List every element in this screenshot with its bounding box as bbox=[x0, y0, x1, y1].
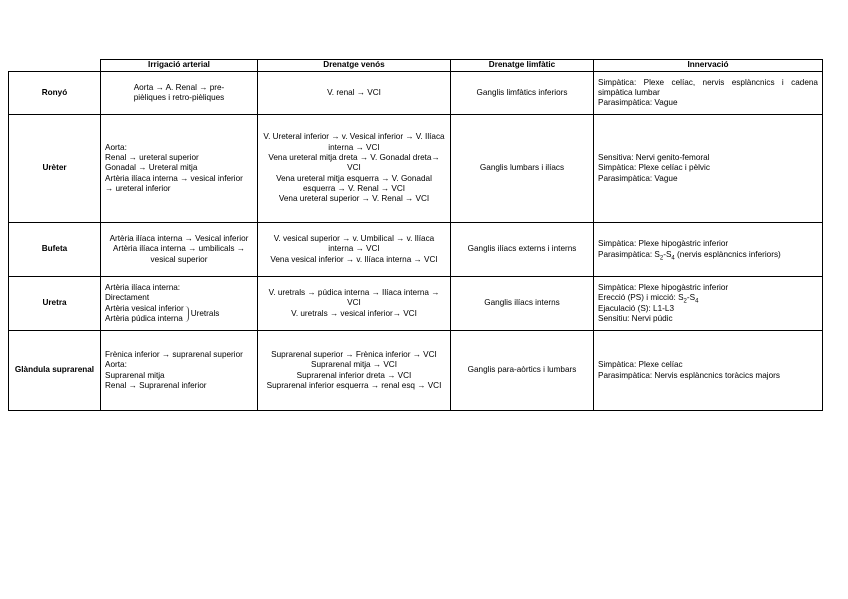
table-row-urethra bbox=[9, 277, 823, 331]
cell-arterial bbox=[101, 115, 258, 223]
cell-line: Directament bbox=[105, 293, 150, 303]
cell-line: Vena vesical inferior → v. Ilíaca interna → VCI bbox=[270, 254, 438, 264]
cell-line: V. uretrals → vesical inferior→ VCI bbox=[291, 308, 417, 318]
cell-arterial bbox=[101, 72, 258, 115]
cell-line: Vena ureteral mitja esquerra → V. Gonadal esquerra → V. Renal → VCI bbox=[276, 173, 432, 193]
cell-venous bbox=[258, 115, 451, 223]
table-row-bladder bbox=[9, 223, 823, 277]
anatomy-table bbox=[8, 59, 823, 411]
cell-arterial bbox=[101, 223, 258, 277]
cell-line: Suprarenal mitja → VCI bbox=[310, 360, 397, 370]
table-row-ureter bbox=[9, 115, 823, 223]
cell-line: V. vesical superior → v. Umbilical → v. Ilíaca interna → VCI bbox=[273, 234, 435, 254]
cell-line: Simpàtica: Plexe hipogàstric inferior bbox=[598, 239, 729, 249]
row-label: Uretra bbox=[9, 277, 101, 331]
cell-line: Simpàtica: Plexe celíac, nervis esplàncnics i cadena simpàtica lumbar bbox=[598, 77, 818, 97]
cell-line: Ganglis para-aòrtics i lumbars bbox=[467, 365, 577, 375]
cell-line: Frènica inferior → suprarenal superior bbox=[105, 349, 243, 359]
row-label: Ronyó bbox=[9, 72, 101, 115]
cell-arterial bbox=[101, 331, 258, 411]
cell-line: Simpàtica: Plexe celíac bbox=[598, 360, 683, 370]
table-row-kidney bbox=[9, 72, 823, 115]
cell-lymph bbox=[451, 331, 594, 411]
cell-arterial bbox=[101, 277, 258, 331]
para-prefix: Parasimpàtica: S bbox=[598, 249, 660, 259]
cell-line: V. uretrals → púdica interna → Ilíaca interna → VCI bbox=[268, 288, 440, 308]
cell-line: Suprarenal inferior esquerra → renal esq → VCI bbox=[266, 380, 442, 390]
cell-line: Parasimpàtica: Nervis esplàncnics toràcics majors bbox=[598, 370, 781, 380]
dash: -S bbox=[686, 293, 696, 303]
cell-line: Ganglis ilíacs externs i interns bbox=[467, 244, 577, 254]
cell-line: Sensitiu: Nervi púdic bbox=[598, 313, 673, 323]
row-label: Urèter bbox=[9, 115, 101, 223]
subscript: 4 bbox=[695, 298, 699, 305]
line2-prefix: Erecció (PS) i micció: S bbox=[598, 293, 684, 303]
cell-nerve bbox=[594, 277, 823, 331]
cell-line: Vena ureteral mitja dreta → V. Gonadal dreta→ VCI bbox=[268, 153, 440, 173]
brace-icon bbox=[185, 306, 189, 322]
cell-line: Ganglis lumbars i ilíacs bbox=[479, 163, 565, 173]
cell-line: Aorta → A. Renal → pre- bbox=[133, 82, 225, 92]
cell-line: Simpàtica: Plexe celíac i pèlvic bbox=[598, 163, 710, 173]
cell-line: Artèria ilíaca interna → vesical inferior → ureteral inferior bbox=[105, 173, 243, 193]
table-row-adrenal bbox=[9, 331, 823, 411]
subscript: 4 bbox=[671, 255, 675, 262]
cell-line: Suprarenal mitja bbox=[105, 370, 165, 380]
cell-line: Aorta: bbox=[105, 142, 127, 152]
cell-line: Artèria ilíaca interna → Vesical inferior bbox=[109, 234, 249, 244]
cell-venous bbox=[258, 331, 451, 411]
header-nerve: Innervació bbox=[594, 60, 823, 72]
header-row bbox=[9, 60, 823, 72]
header-lymph: Drenatge limfàtic bbox=[451, 60, 594, 72]
subscript: 2 bbox=[659, 255, 664, 262]
header-arterial: Irrigació arterial bbox=[101, 60, 258, 72]
cell-nerve bbox=[594, 223, 823, 277]
cell-lymph bbox=[451, 115, 594, 223]
cell-line: V. renal → VCI bbox=[327, 87, 381, 97]
cell-line: Artèria ilíaca interna → umbilicals → vesical superior bbox=[113, 244, 245, 264]
para-suffix: (nervis esplàncnics inferiors) bbox=[674, 249, 781, 259]
cell-line: Parasimpàtica: Vague bbox=[598, 173, 678, 183]
cell-lymph bbox=[451, 277, 594, 331]
cell-line: Aorta: bbox=[105, 360, 127, 370]
cell-nerve bbox=[594, 331, 823, 411]
cell-line: Sensitiva: Nervi genito-femoral bbox=[598, 153, 710, 163]
cell-line: pièliques i retro-pièliques bbox=[133, 93, 225, 102]
cell-line: Parasimpàtica: Vague bbox=[598, 98, 678, 108]
cell-line: Suprarenal superior → Frènica inferior → VCI bbox=[271, 349, 437, 359]
cell-venous bbox=[258, 223, 451, 277]
cell-nerve bbox=[594, 72, 823, 115]
cell-line: Artèria ilíaca interna: bbox=[105, 282, 181, 292]
brace-note: Uretrals bbox=[190, 308, 220, 318]
cell-lymph bbox=[451, 223, 594, 277]
row-label: Bufeta bbox=[9, 223, 101, 277]
cell-line: Artèria vesical inferior bbox=[105, 303, 184, 313]
cell-line: Ejaculació (S): L1-L3 bbox=[598, 303, 674, 313]
cell-line: Renal → Suprarenal inferior bbox=[105, 380, 207, 390]
dash: -S bbox=[663, 249, 672, 259]
cell-line: Gonadal → Ureteral mitja bbox=[105, 163, 198, 173]
header-corner bbox=[9, 60, 101, 72]
cell-line: Suprarenal inferior dreta → VCI bbox=[296, 370, 412, 380]
row-label: Glàndula suprarenal bbox=[9, 331, 101, 411]
header-venous: Drenatge venós bbox=[258, 60, 451, 72]
cell-line: Artèria púdica interna bbox=[105, 313, 183, 323]
cell-venous bbox=[258, 72, 451, 115]
cell-nerve bbox=[594, 115, 823, 223]
cell-line: Renal → ureteral superior bbox=[105, 153, 199, 163]
cell-line: V. Ureteral inferior → v. Vesical inferior → V. Ilíaca interna → VCI bbox=[263, 132, 445, 152]
cell-venous bbox=[258, 277, 451, 331]
cell-line: Simpàtica: Plexe hipogàstric inferior bbox=[598, 282, 729, 292]
cell-line-group bbox=[105, 304, 253, 325]
cell-line bbox=[598, 293, 818, 303]
cell-line bbox=[598, 250, 818, 260]
cell-line: Ganglis ilíacs interns bbox=[484, 298, 560, 308]
cell-line: Ganglis limfàtics inferiors bbox=[476, 87, 568, 97]
cell-line: Vena ureteral superior → V. Renal → VCI bbox=[278, 194, 430, 204]
cell-lymph bbox=[451, 72, 594, 115]
subscript: 2 bbox=[683, 298, 687, 305]
